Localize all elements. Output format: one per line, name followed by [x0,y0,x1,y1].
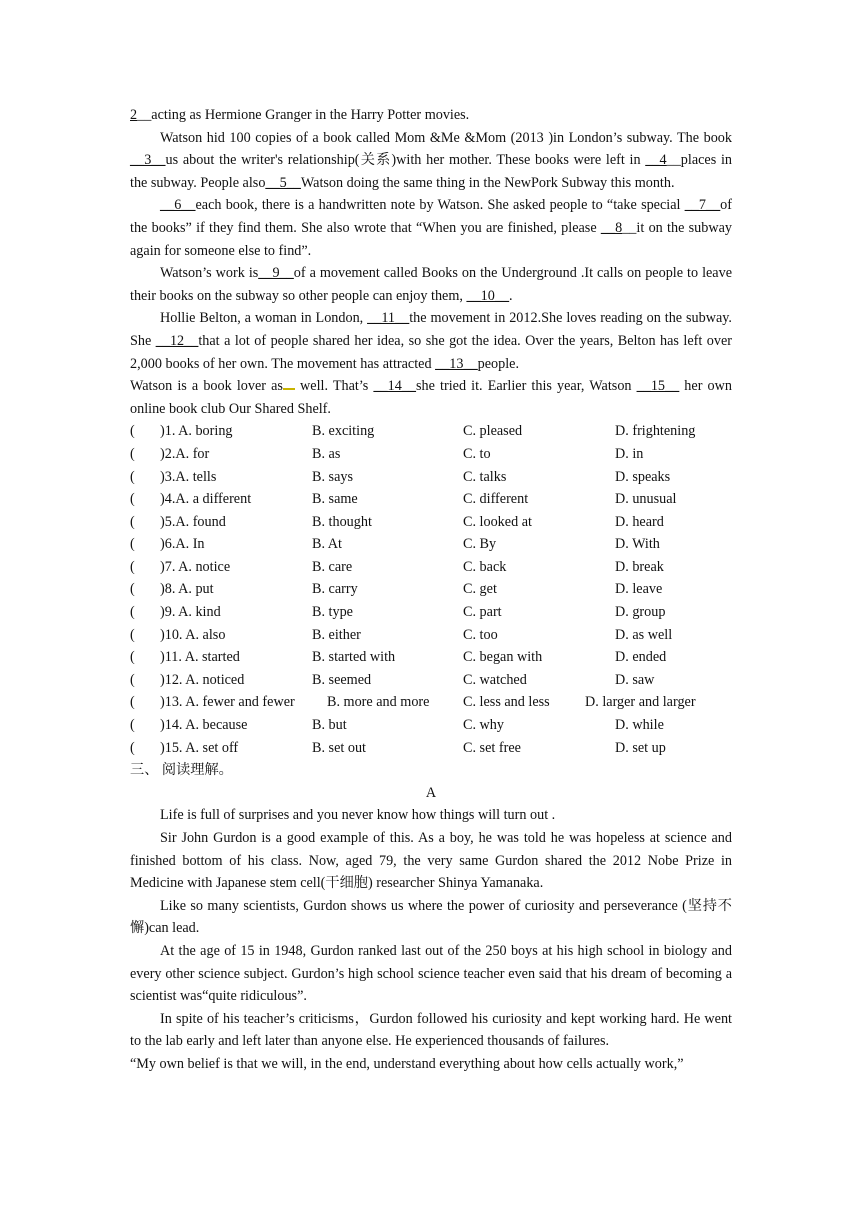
blank-7: __7__ [684,197,721,214]
cloze-text: Watson is a book lover as [130,378,283,395]
option-c: C. get [463,581,497,598]
option-d: D. frightening [615,423,696,440]
option-d: D. as well [615,626,673,643]
option-c: C. talks [463,468,507,485]
option-a: )4.A. a different [160,491,252,508]
option-c: C. By [463,536,497,553]
option-c: C. different [463,491,529,508]
passage-paragraph: Like so many scientists, Gurdon shows us where the power of curiosity and perseverance (坚持不懈)can lead. [130,897,732,937]
option-c: C. less and less [463,694,550,711]
option-a: )15. A. set off [160,739,239,756]
answer-bracket: ( [130,671,135,688]
cloze-paragraph-5 [130,375,732,420]
passage-paragraph: At the age of 15 in 1948, Gurdon ranked last out of the 250 boys at his high school in biology and every other science subject. Gurdon’s high school science teacher even said that his dream of becoming a scientist was“quite ridiculous”. [130,942,732,1005]
cloze-text: __places in the subway. People also [130,152,732,191]
question-row [130,556,732,579]
cloze-paragraph-3 [130,262,732,307]
cloze-text: people. [477,355,520,372]
option-d: D. With [615,536,660,553]
option-b: B. says [312,468,353,485]
option-a: )10. A. also [160,626,226,643]
answer-bracket: ( [130,468,135,485]
question-row [130,714,732,737]
passage-quote-line: “My own belief is that we will, in the end, understand everything about how cells actually work,” [130,1055,684,1072]
cloze-text: Hollie Belton, a woman in London, [160,310,368,327]
option-d: D. unusual [615,491,677,508]
option-b: B. as [312,445,341,462]
option-d: D. larger and larger [585,694,696,711]
question-list [130,420,732,759]
cloze-text: . [509,287,513,304]
answer-bracket: ( [130,604,135,621]
option-b: B. set out [312,739,366,756]
answer-bracket: ( [130,423,135,440]
answer-bracket: ( [130,694,135,711]
blank-15: __15__ [636,378,680,395]
answer-bracket: ( [130,739,135,756]
option-b: B. thought [312,513,372,530]
option-c: C. looked at [463,513,532,530]
question-row [130,624,732,647]
question-row [130,511,732,534]
document-page [130,104,732,1076]
cloze-text: of a movement called Books on the Underground .It calls on people to leave their books on the subway so other people can enjoy them, [130,265,732,304]
blank-4: __4 [645,152,667,169]
passage-paragraph: Life is full of surprises and you never know how things will turn out . [160,807,556,824]
option-a: )6.A. In [160,536,205,553]
cloze-text: __acting as Hermione Granger in the Harry Potter movies. [137,107,470,123]
blank-6: __6__ [160,197,196,214]
question-row [130,578,732,601]
answer-bracket: ( [130,445,135,462]
blank-14: __14__ [373,378,417,395]
option-b: B. but [312,717,347,734]
answer-bracket: ( [130,558,135,575]
question-row [130,646,732,669]
option-a: )14. A. because [160,717,248,734]
answer-bracket: ( [130,491,135,508]
option-a: )13. A. fewer and fewer [160,694,295,711]
option-b: B. same [312,491,358,508]
option-b: B. seemed [312,671,372,688]
passage-paragraph: Sir John Gurdon is a good example of this. As a boy, he was told he was hopeless at science and finished bottom of his class. Now, aged 79, the very same Gurdon shared the 2012 Nobe Prize in Medicine with Japanese stem cell(干细胞) researcher Shinya Yamanaka. [130,830,732,892]
option-b: B. either [312,626,361,643]
option-d: D. set up [615,739,666,756]
blank-8: __8 [600,219,623,236]
question-row [130,691,732,714]
cloze-paragraph-4 [130,307,732,375]
option-a: )1. A. boring [160,423,233,440]
option-b: B. exciting [312,423,375,440]
highlight-mark [283,376,295,390]
cloze-text: that a lot of people shared her idea, so she got the idea. Over the years, Belton has left over 2,000 books of her own. The movement has attracted [130,332,733,372]
cloze-text: Watson’s work is [160,265,259,282]
option-b: B. care [312,558,353,575]
option-d: D. group [615,604,666,621]
option-d: D. heard [615,513,664,530]
cloze-text: she tried it. Earlier this year, Watson [416,378,637,395]
option-c: C. why [463,717,504,734]
option-a: )11. A. started [160,649,240,666]
option-a: )9. A. kind [160,604,221,621]
question-row [130,669,732,692]
option-c: C. set free [463,739,521,756]
option-b: B. more and more [327,694,430,711]
option-a: )5.A. found [160,513,226,530]
cloze-text: each book, there is a handwritten note by Watson. She asked people to “take special [195,197,685,214]
question-row [130,488,732,511]
option-d: D. ended [615,649,667,666]
question-row [130,533,732,556]
blank-5: __5__ [265,174,301,191]
blank-9: __9__ [258,265,294,282]
answer-bracket: ( [130,717,135,734]
option-a: )2.A. for [160,445,210,462]
option-a: )3.A. tells [160,468,217,485]
passage-paragraph: In spite of his teacher’s criticisms，Gurdon followed his curiosity and kept working hard. He went to the lab early and left later than anyone else. He experienced thousands of failures. [130,1010,732,1050]
answer-bracket: ( [130,649,135,666]
option-c: C. began with [463,649,543,666]
blank-10: __10__ [466,287,510,304]
answer-bracket: ( [130,513,135,530]
option-d: D. speaks [615,468,671,485]
blank-13: __13__ [435,355,478,372]
cloze-paragraph-1 [130,127,732,195]
cloze-paragraph-2 [130,194,732,262]
answer-bracket: ( [130,581,135,598]
option-d: D. leave [615,581,663,598]
question-row [130,466,732,489]
question-row [130,737,732,760]
question-row [130,443,732,466]
blank-11: __11__ [367,310,410,327]
blank-12: __12__ [155,332,199,349]
question-row [130,420,732,443]
option-c: C. too [463,626,498,643]
blank-3: __3__ [130,152,166,169]
answer-bracket: ( [130,536,135,553]
option-c: C. part [463,604,502,621]
passage-letter: A [425,784,437,801]
option-b: B. started with [312,649,396,666]
question-row [130,601,732,624]
option-c: C. watched [463,671,527,688]
option-a: )12. A. noticed [160,671,245,688]
option-d: D. saw [615,671,655,688]
option-c: C. pleased [463,423,523,440]
option-c: C. to [463,445,491,462]
cloze-text: well. That’s [294,378,374,395]
cloze-text: Watson hid 100 copies of a book called Mom &Me &Mom (2013 )in London’s subway. The book [160,129,732,146]
cloze-line-1 [130,104,732,127]
option-d: D. break [615,558,664,575]
option-b: B. type [312,604,353,621]
option-b: B. carry [312,581,358,598]
option-d: D. while [615,717,664,734]
section-heading: 三、 阅读理解。 [130,762,233,779]
option-d: D. in [615,445,644,462]
cloze-text: Watson doing the same thing in the NewPork Subway this month. [300,174,675,191]
option-a: )7. A. notice [160,558,231,575]
option-a: )8. A. put [160,581,214,598]
cloze-text: the movement in 2012.She loves reading on the subway. She [130,310,732,349]
cloze-text: her own online book club Our Shared Shelf. [130,378,732,417]
cloze-text: us about the writer's relationship(关系)with her mother. These books were left in [165,152,646,169]
cloze-text: __it on the subway again for someone else to find”. [130,219,733,259]
option-c: C. back [463,558,507,575]
blank-2: 2 [130,107,138,123]
cloze-text: of the books” if they find them. She also wrote that “When you are finished, please [130,197,732,236]
option-b: B. At [312,536,342,553]
answer-bracket: ( [130,626,135,643]
